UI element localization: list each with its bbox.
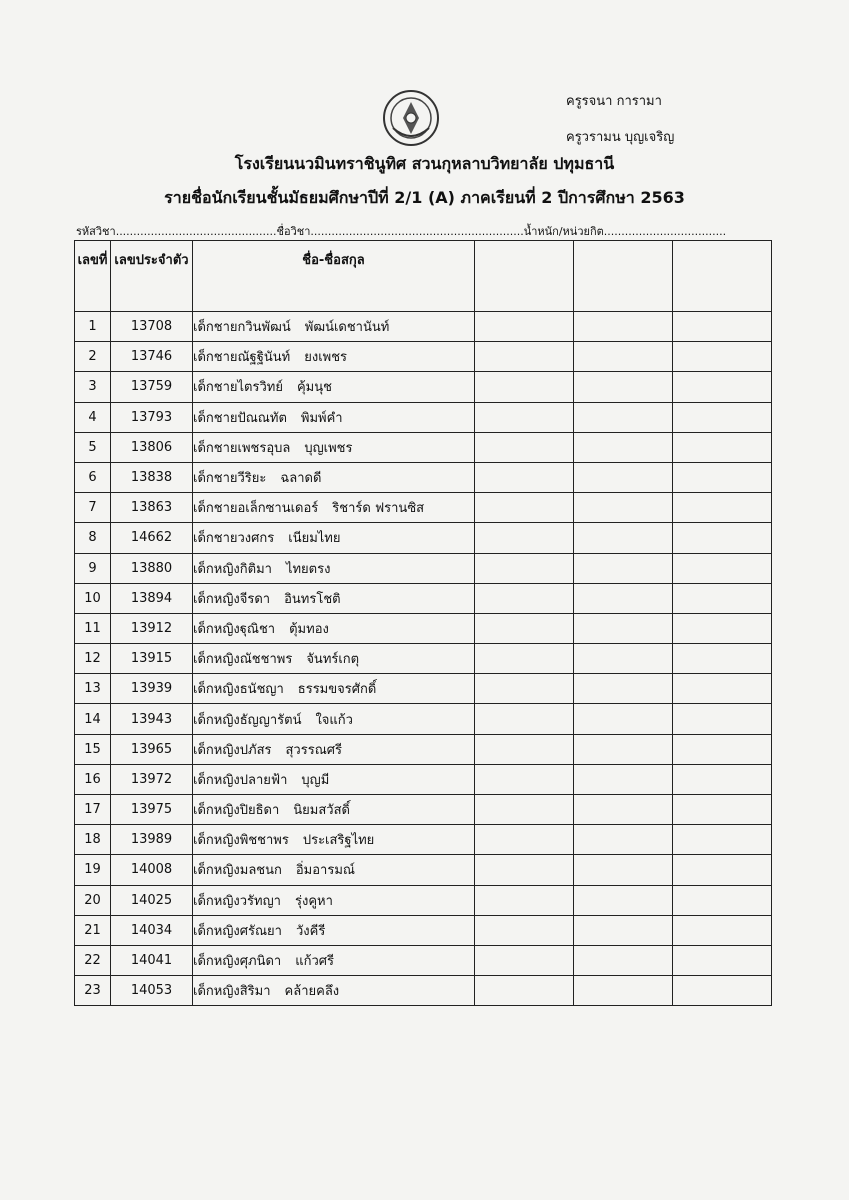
student-first-name: เด็กชายวีริยะ: [193, 471, 267, 487]
student-number: 14: [75, 704, 111, 734]
header-blank-3: [673, 241, 772, 312]
score-cell: [673, 734, 772, 764]
score-cell: [673, 825, 772, 855]
score-cell: [574, 523, 673, 553]
student-last-name: ฉลาดดี: [280, 471, 322, 487]
student-first-name: เด็กหญิงจีรดา: [193, 591, 271, 607]
score-cell: [574, 704, 673, 734]
student-last-name: แก้วศรี: [295, 954, 334, 970]
score-cell: [673, 674, 772, 704]
student-last-name: รุ่งคูหา: [294, 893, 333, 909]
student-name: [193, 704, 475, 734]
table-row: [75, 915, 772, 945]
student-name: [193, 795, 475, 825]
student-name: [193, 825, 475, 855]
student-number: 4: [75, 402, 111, 432]
student-id: 14025: [111, 885, 193, 915]
score-cell: [673, 402, 772, 432]
subject-fields-line: รหัสวิชา..............................................ชื่อวิชา.............................................................น้ำหนัก/หน่วยกิต...................................: [76, 225, 727, 238]
score-cell: [673, 553, 772, 583]
score-cell: [475, 704, 574, 734]
score-cell: [475, 583, 574, 613]
table-row: [75, 613, 772, 643]
score-cell: [475, 915, 574, 945]
score-cell: [574, 915, 673, 945]
student-id: 13939: [111, 674, 193, 704]
student-id: 13746: [111, 342, 193, 372]
score-cell: [475, 432, 574, 462]
student-first-name: เด็กชายไตรวิทย์: [193, 380, 283, 396]
student-id: 13965: [111, 734, 193, 764]
score-cell: [673, 523, 772, 553]
school-name: โรงเรียนนวมินทราชินูทิศ สวนกุหลาบวิทยาลัย ปทุมธานี: [234, 154, 615, 173]
score-cell: [574, 825, 673, 855]
student-first-name: เด็กหญิงศรัณยา: [193, 923, 282, 939]
school-logo: [381, 88, 441, 148]
student-name: [193, 372, 475, 402]
score-cell: [673, 945, 772, 975]
score-cell: [475, 372, 574, 402]
student-first-name: เด็กชายวงศกร: [193, 531, 275, 547]
score-cell: [673, 885, 772, 915]
student-name: [193, 674, 475, 704]
student-id: 14008: [111, 855, 193, 885]
score-cell: [475, 795, 574, 825]
student-first-name: เด็กชายกวินพัฒน์: [193, 320, 291, 336]
student-name: [193, 432, 475, 462]
student-last-name: ประเสริฐไทย: [302, 833, 375, 849]
student-number: 21: [75, 915, 111, 945]
student-last-name: สุวรรณศรี: [285, 742, 342, 758]
student-name: [193, 885, 475, 915]
score-cell: [673, 704, 772, 734]
student-last-name: พัฒน์เดชานันท์: [304, 320, 390, 336]
score-cell: [475, 825, 574, 855]
score-cell: [574, 462, 673, 492]
score-cell: [673, 372, 772, 402]
score-cell: [673, 312, 772, 342]
student-last-name: บุญเพชร: [304, 440, 353, 456]
student-name: [193, 583, 475, 613]
table-row: [75, 583, 772, 613]
student-first-name: เด็กหญิงปภัสร: [193, 742, 272, 758]
student-id: 13915: [111, 644, 193, 674]
score-cell: [673, 493, 772, 523]
score-cell: [673, 432, 772, 462]
score-cell: [574, 976, 673, 1006]
score-cell: [574, 945, 673, 975]
score-cell: [673, 764, 772, 794]
table-row: [75, 312, 772, 342]
table-row: [75, 976, 772, 1006]
table-row: [75, 704, 772, 734]
student-last-name: พิมพ์คำ: [300, 410, 343, 426]
student-id: 13863: [111, 493, 193, 523]
student-last-name: คุ้มนุช: [296, 380, 332, 396]
score-cell: [574, 855, 673, 885]
roster-body: [75, 312, 772, 1006]
student-id: 13975: [111, 795, 193, 825]
student-number: 15: [75, 734, 111, 764]
score-cell: [475, 493, 574, 523]
student-id: 13806: [111, 432, 193, 462]
student-first-name: เด็กชายณัฐฐินันท์: [193, 350, 291, 366]
table-row: [75, 825, 772, 855]
student-name: [193, 855, 475, 885]
student-last-name: คล้ายคลึง: [284, 984, 340, 1000]
score-cell: [574, 312, 673, 342]
student-first-name: เด็กหญิงกิติมา: [193, 561, 272, 577]
student-first-name: เด็กหญิงศุภนิดา: [193, 954, 282, 970]
student-first-name: เด็กหญิงปลายฟ้า: [193, 772, 288, 788]
student-number: 13: [75, 674, 111, 704]
student-id: 13759: [111, 372, 193, 402]
student-last-name: บุญมี: [301, 772, 330, 788]
student-first-name: เด็กหญิงธนัชญา: [193, 682, 284, 698]
score-cell: [673, 855, 772, 885]
student-number: 17: [75, 795, 111, 825]
student-last-name: ยงเพชร: [304, 350, 348, 366]
score-cell: [475, 613, 574, 643]
student-name: [193, 342, 475, 372]
student-name: [193, 553, 475, 583]
header-blank-2: [574, 241, 673, 312]
header-name: ชื่อ-ชื่อสกุล: [193, 241, 475, 312]
student-name: [193, 402, 475, 432]
table-row: [75, 523, 772, 553]
student-first-name: เด็กหญิงสิริมา: [193, 984, 271, 1000]
student-last-name: จันทร์เกตุ: [306, 652, 360, 668]
student-name: [193, 644, 475, 674]
student-number: 1: [75, 312, 111, 342]
student-id: 14034: [111, 915, 193, 945]
student-name: [193, 613, 475, 643]
table-row: [75, 674, 772, 704]
student-name: [193, 764, 475, 794]
student-number: 9: [75, 553, 111, 583]
teacher-names: [566, 84, 674, 156]
student-first-name: เด็กหญิงวรัทญา: [193, 893, 281, 909]
student-name: [193, 976, 475, 1006]
score-cell: [475, 734, 574, 764]
table-row: [75, 764, 772, 794]
score-cell: [475, 674, 574, 704]
student-number: 22: [75, 945, 111, 975]
score-cell: [574, 613, 673, 643]
score-cell: [475, 976, 574, 1006]
table-row: [75, 372, 772, 402]
table-row: [75, 402, 772, 432]
student-name: [193, 915, 475, 945]
student-name: [193, 312, 475, 342]
table-row: [75, 855, 772, 885]
student-number: 12: [75, 644, 111, 674]
student-id: 14041: [111, 945, 193, 975]
student-number: 10: [75, 583, 111, 613]
score-cell: [574, 644, 673, 674]
teacher-name-1: ครูรจนา การามา: [566, 94, 662, 109]
score-cell: [475, 342, 574, 372]
student-number: 16: [75, 764, 111, 794]
score-cell: [574, 553, 673, 583]
student-first-name: เด็กหญิงณัชชาพร: [193, 652, 293, 668]
score-cell: [475, 885, 574, 915]
score-cell: [475, 312, 574, 342]
student-last-name: ริชาร์ด ฟรานซิส: [332, 501, 425, 517]
student-last-name: อิ่มอารมณ์: [295, 863, 355, 879]
student-first-name: เด็กหญิงฐุณิชา: [193, 621, 276, 637]
student-number: 8: [75, 523, 111, 553]
score-cell: [475, 764, 574, 794]
student-last-name: ไทยตรง: [285, 561, 331, 577]
student-number: 6: [75, 462, 111, 492]
score-cell: [574, 342, 673, 372]
score-cell: [574, 674, 673, 704]
score-cell: [574, 764, 673, 794]
table-row: [75, 795, 772, 825]
student-id: 13793: [111, 402, 193, 432]
student-roster-table: [74, 240, 772, 1006]
student-name: [193, 523, 475, 553]
header-blank-1: [475, 241, 574, 312]
student-last-name: อินทรโชติ: [284, 591, 341, 607]
student-id: 13708: [111, 312, 193, 342]
score-cell: [673, 644, 772, 674]
student-last-name: ใจแก้ว: [315, 712, 353, 728]
student-last-name: นิยมสวัสดิ์: [293, 803, 350, 819]
student-first-name: เด็กชายปัณณทัต: [193, 410, 287, 426]
student-number: 7: [75, 493, 111, 523]
student-last-name: วังคีรี: [295, 923, 326, 939]
header-no: เลขที่: [75, 241, 111, 312]
table-row: [75, 945, 772, 975]
score-cell: [673, 915, 772, 945]
score-cell: [673, 462, 772, 492]
score-cell: [475, 402, 574, 432]
student-number: 11: [75, 613, 111, 643]
student-name: [193, 945, 475, 975]
score-cell: [475, 644, 574, 674]
student-id: 14053: [111, 976, 193, 1006]
student-name: [193, 462, 475, 492]
score-cell: [673, 976, 772, 1006]
student-id: 14662: [111, 523, 193, 553]
student-first-name: เด็กชายเพชรอุบล: [193, 440, 291, 456]
student-last-name: ตุ้มทอง: [289, 621, 329, 637]
score-cell: [574, 432, 673, 462]
header-student-id: เลขประจำตัว: [111, 241, 193, 312]
student-number: 18: [75, 825, 111, 855]
table-row: [75, 462, 772, 492]
score-cell: [475, 553, 574, 583]
student-number: 23: [75, 976, 111, 1006]
student-number: 2: [75, 342, 111, 372]
student-id: 13989: [111, 825, 193, 855]
score-cell: [475, 462, 574, 492]
student-id: 13894: [111, 583, 193, 613]
table-row: [75, 342, 772, 372]
student-first-name: เด็กหญิงธัญญารัตน์: [193, 712, 302, 728]
score-cell: [673, 613, 772, 643]
table-row: [75, 493, 772, 523]
student-id: 13880: [111, 553, 193, 583]
student-first-name: เด็กหญิงมลชนก: [193, 863, 282, 879]
student-number: 5: [75, 432, 111, 462]
score-cell: [673, 342, 772, 372]
student-first-name: เด็กหญิงปิยธิดา: [193, 803, 280, 819]
student-number: 3: [75, 372, 111, 402]
score-cell: [574, 734, 673, 764]
student-first-name: เด็กหญิงพิชชาพร: [193, 833, 289, 849]
student-id: 13972: [111, 764, 193, 794]
student-number: 19: [75, 855, 111, 885]
score-cell: [574, 493, 673, 523]
table-header-row: [75, 241, 772, 312]
table-row: [75, 553, 772, 583]
score-cell: [574, 402, 673, 432]
student-id: 13838: [111, 462, 193, 492]
student-first-name: เด็กชายอเล็กซานเดอร์: [193, 501, 319, 517]
student-last-name: เนียมไทย: [288, 531, 341, 547]
student-id: 13912: [111, 613, 193, 643]
table-row: [75, 885, 772, 915]
table-row: [75, 734, 772, 764]
table-row: [75, 644, 772, 674]
student-name: [193, 734, 475, 764]
score-cell: [574, 372, 673, 402]
student-name: [193, 493, 475, 523]
student-id: 13943: [111, 704, 193, 734]
score-cell: [475, 945, 574, 975]
score-cell: [574, 795, 673, 825]
score-cell: [574, 885, 673, 915]
score-cell: [475, 523, 574, 553]
student-last-name: ธรรมขจรศักดิ์: [297, 682, 377, 698]
score-cell: [574, 583, 673, 613]
score-cell: [673, 795, 772, 825]
score-cell: [475, 855, 574, 885]
score-cell: [673, 583, 772, 613]
table-row: [75, 432, 772, 462]
student-number: 20: [75, 885, 111, 915]
teacher-name-2: ครูวรามน บุญเจริญ: [566, 130, 675, 145]
list-title: รายชื่อนักเรียนชั้นมัธยมศึกษาปีที่ 2/1 (A) ภาคเรียนที่ 2 ปีการศึกษา 2563: [164, 188, 685, 207]
